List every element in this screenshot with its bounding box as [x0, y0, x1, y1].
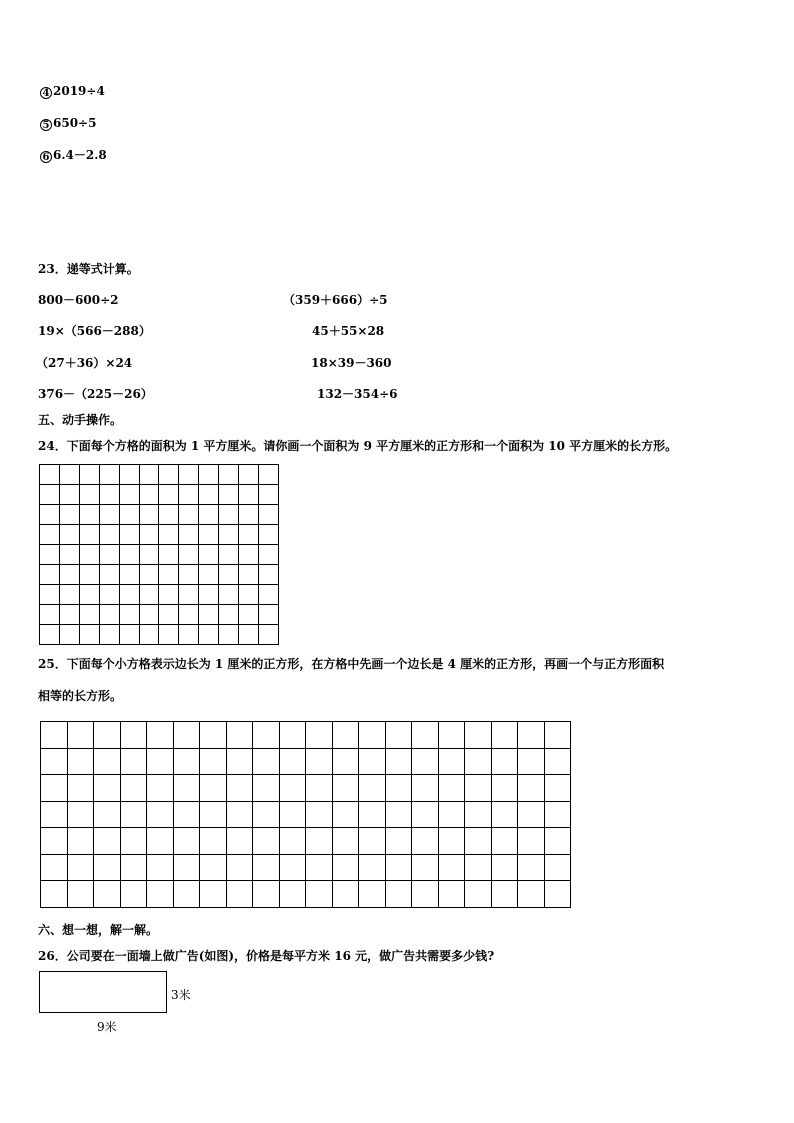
grid-cell[interactable]: [239, 565, 259, 585]
grid-row: [40, 565, 279, 585]
grid-cell[interactable]: [119, 545, 139, 565]
grid-cell[interactable]: [120, 881, 147, 908]
grid-cell[interactable]: [200, 854, 227, 881]
grid-cell[interactable]: [159, 465, 179, 485]
section-6-heading: 六、想一想，解一解。: [38, 923, 159, 937]
grid-cell[interactable]: [306, 748, 333, 775]
grid-cell[interactable]: [544, 775, 571, 802]
grid-cell[interactable]: [239, 605, 259, 625]
billboard-height-label: 3米: [171, 988, 191, 1002]
grid-cell[interactable]: [147, 775, 174, 802]
grid-cell[interactable]: [306, 801, 333, 828]
grid-cell[interactable]: [59, 485, 79, 505]
grid-cell[interactable]: [40, 625, 60, 645]
grid-cell[interactable]: [99, 585, 119, 605]
grid-cell[interactable]: [226, 854, 253, 881]
grid-cell[interactable]: [41, 828, 68, 855]
grid-cell[interactable]: [119, 585, 139, 605]
grid-cell[interactable]: [200, 775, 227, 802]
grid-cell[interactable]: [239, 625, 259, 645]
grid-cell[interactable]: [159, 605, 179, 625]
q26-text: 26．公司要在一面墙上做广告(如图)，价格是每平方米 16 元，做广告共需要多少钱?: [38, 949, 495, 963]
grid-cell[interactable]: [173, 801, 200, 828]
grid-cell[interactable]: [94, 748, 121, 775]
grid-cell[interactable]: [199, 625, 219, 645]
circled-number-5: 5: [40, 119, 52, 131]
grid-cell[interactable]: [279, 775, 306, 802]
grid-cell[interactable]: [279, 748, 306, 775]
grid-cell[interactable]: [120, 854, 147, 881]
grid-cell[interactable]: [258, 565, 278, 585]
grid-cell[interactable]: [219, 585, 239, 605]
grid-cell[interactable]: [59, 605, 79, 625]
grid-cell[interactable]: [179, 485, 199, 505]
grid-cell[interactable]: [465, 854, 492, 881]
grid-cell[interactable]: [385, 722, 412, 749]
grid-cell[interactable]: [332, 854, 359, 881]
grid-cell[interactable]: [332, 881, 359, 908]
grid-cell[interactable]: [120, 748, 147, 775]
grid-row: [40, 545, 279, 565]
grid-cell[interactable]: [40, 605, 60, 625]
calc-item-4: [40, 83, 105, 99]
grid-cell[interactable]: [219, 505, 239, 525]
q25-text-line-2: 相等的长方形。: [38, 689, 123, 703]
grid-cell[interactable]: [518, 722, 545, 749]
grid-cell[interactable]: [258, 465, 278, 485]
grid-row: [41, 801, 571, 828]
grid-cell[interactable]: [41, 854, 68, 881]
grid-cell[interactable]: [544, 881, 571, 908]
grid-cell[interactable]: [199, 485, 219, 505]
grid-cell[interactable]: [279, 854, 306, 881]
grid-cell[interactable]: [438, 881, 465, 908]
grid-cell[interactable]: [147, 828, 174, 855]
grid-cell[interactable]: [79, 565, 99, 585]
grid-cell[interactable]: [306, 722, 333, 749]
grid-cell[interactable]: [200, 748, 227, 775]
q23-expr-4: 45＋55×28: [312, 324, 385, 338]
grid-cell[interactable]: [491, 828, 518, 855]
grid-cell[interactable]: [40, 545, 60, 565]
grid-cell[interactable]: [385, 881, 412, 908]
q23-expr-2: （359＋666）÷5: [283, 293, 388, 307]
grid-cell[interactable]: [412, 801, 439, 828]
q24-square-grid[interactable]: [39, 464, 279, 645]
grid-cell[interactable]: [59, 505, 79, 525]
grid-cell[interactable]: [99, 625, 119, 645]
grid-cell[interactable]: [544, 828, 571, 855]
grid-cell[interactable]: [465, 828, 492, 855]
grid-cell[interactable]: [306, 854, 333, 881]
grid-cell[interactable]: [359, 801, 386, 828]
q23-expr-8: 132－354÷6: [317, 387, 398, 401]
grid-row: [41, 854, 571, 881]
grid-cell[interactable]: [40, 585, 60, 605]
grid-cell[interactable]: [253, 775, 280, 802]
grid-cell[interactable]: [491, 722, 518, 749]
grid-cell[interactable]: [199, 565, 219, 585]
grid-cell[interactable]: [226, 722, 253, 749]
grid-cell[interactable]: [40, 505, 60, 525]
grid-cell[interactable]: [385, 801, 412, 828]
grid-cell[interactable]: [147, 854, 174, 881]
grid-cell[interactable]: [67, 854, 94, 881]
grid-cell[interactable]: [139, 465, 159, 485]
grid-cell[interactable]: [79, 605, 99, 625]
grid-cell[interactable]: [253, 801, 280, 828]
grid-cell[interactable]: [544, 854, 571, 881]
grid-cell[interactable]: [465, 722, 492, 749]
grid-cell[interactable]: [332, 828, 359, 855]
grid-cell[interactable]: [67, 801, 94, 828]
grid-cell[interactable]: [159, 545, 179, 565]
grid-row: [40, 625, 279, 645]
grid-cell[interactable]: [40, 485, 60, 505]
grid-cell[interactable]: [518, 775, 545, 802]
grid-row: [40, 605, 279, 625]
grid-cell[interactable]: [119, 505, 139, 525]
grid-cell[interactable]: [306, 828, 333, 855]
grid-cell[interactable]: [200, 881, 227, 908]
grid-row: [41, 722, 571, 749]
grid-cell[interactable]: [491, 801, 518, 828]
grid-cell[interactable]: [491, 881, 518, 908]
grid-cell[interactable]: [119, 525, 139, 545]
circled-number-4: 4: [40, 87, 52, 99]
q23-expr-6: 18×39－360: [311, 356, 392, 370]
grid-cell[interactable]: [332, 801, 359, 828]
grid-cell[interactable]: [173, 854, 200, 881]
q23-expr-5: （27＋36）×24: [36, 356, 133, 370]
grid-cell[interactable]: [438, 828, 465, 855]
grid-cell[interactable]: [412, 722, 439, 749]
grid-cell[interactable]: [99, 565, 119, 585]
grid-cell[interactable]: [332, 722, 359, 749]
grid-cell[interactable]: [41, 775, 68, 802]
grid-cell[interactable]: [385, 828, 412, 855]
calc-item-5-text: 650÷5: [53, 116, 97, 130]
grid-cell[interactable]: [139, 625, 159, 645]
grid-row: [40, 485, 279, 505]
grid-cell[interactable]: [67, 828, 94, 855]
grid-cell[interactable]: [41, 881, 68, 908]
grid-cell[interactable]: [139, 585, 159, 605]
grid-cell[interactable]: [119, 465, 139, 485]
grid-cell[interactable]: [179, 585, 199, 605]
grid-cell[interactable]: [219, 465, 239, 485]
grid-cell[interactable]: [279, 801, 306, 828]
grid-cell[interactable]: [99, 465, 119, 485]
grid-cell[interactable]: [279, 722, 306, 749]
grid-cell[interactable]: [359, 881, 386, 908]
grid-row: [40, 465, 279, 485]
grid-cell[interactable]: [226, 775, 253, 802]
grid-cell[interactable]: [200, 801, 227, 828]
grid-cell[interactable]: [59, 625, 79, 645]
grid-cell[interactable]: [59, 525, 79, 545]
grid-cell[interactable]: [147, 801, 174, 828]
grid-cell[interactable]: [332, 775, 359, 802]
grid-cell[interactable]: [120, 801, 147, 828]
grid-cell[interactable]: [159, 485, 179, 505]
grid-cell[interactable]: [147, 748, 174, 775]
grid-cell[interactable]: [239, 465, 259, 485]
grid-cell[interactable]: [119, 565, 139, 585]
grid-cell[interactable]: [79, 485, 99, 505]
grid-cell[interactable]: [173, 881, 200, 908]
grid-cell[interactable]: [239, 585, 259, 605]
grid-cell[interactable]: [99, 485, 119, 505]
grid-cell[interactable]: [59, 585, 79, 605]
grid-cell[interactable]: [258, 605, 278, 625]
grid-cell[interactable]: [41, 748, 68, 775]
grid-cell[interactable]: [491, 854, 518, 881]
grid-cell[interactable]: [139, 485, 159, 505]
grid-cell[interactable]: [120, 722, 147, 749]
grid-cell[interactable]: [219, 545, 239, 565]
grid-cell[interactable]: [253, 748, 280, 775]
q25-square-grid[interactable]: [40, 721, 571, 908]
grid-cell[interactable]: [179, 605, 199, 625]
calc-item-6-text: 6.4－2.8: [53, 148, 107, 162]
grid-cell[interactable]: [412, 854, 439, 881]
grid-cell[interactable]: [359, 775, 386, 802]
grid-cell[interactable]: [79, 545, 99, 565]
grid-cell[interactable]: [199, 605, 219, 625]
grid-cell[interactable]: [179, 505, 199, 525]
grid-cell[interactable]: [253, 722, 280, 749]
grid-cell[interactable]: [279, 828, 306, 855]
grid-row: [41, 748, 571, 775]
grid-cell[interactable]: [359, 722, 386, 749]
grid-row: [40, 525, 279, 545]
grid-cell[interactable]: [120, 828, 147, 855]
grid-cell[interactable]: [173, 722, 200, 749]
grid-cell[interactable]: [173, 828, 200, 855]
grid-cell[interactable]: [79, 625, 99, 645]
grid-cell[interactable]: [544, 748, 571, 775]
grid-cell[interactable]: [159, 505, 179, 525]
billboard-width-label: 9米: [97, 1020, 117, 1034]
grid-row: [41, 828, 571, 855]
grid-cell[interactable]: [79, 465, 99, 485]
grid-cell[interactable]: [239, 525, 259, 545]
grid-cell[interactable]: [200, 828, 227, 855]
grid-cell[interactable]: [120, 775, 147, 802]
q23-title: 23．递等式计算。: [38, 262, 139, 276]
grid-cell[interactable]: [412, 775, 439, 802]
grid-cell[interactable]: [518, 854, 545, 881]
grid-cell[interactable]: [139, 505, 159, 525]
grid-cell[interactable]: [199, 545, 219, 565]
grid-cell[interactable]: [258, 485, 278, 505]
grid-cell[interactable]: [258, 545, 278, 565]
grid-cell[interactable]: [67, 722, 94, 749]
q23-expr-3: 19×（566－288）: [38, 324, 151, 338]
grid-cell[interactable]: [385, 748, 412, 775]
grid-cell[interactable]: [41, 801, 68, 828]
grid-cell[interactable]: [94, 828, 121, 855]
q23-expr-1: 800－600÷2: [38, 293, 119, 307]
grid-cell[interactable]: [226, 881, 253, 908]
grid-cell[interactable]: [412, 748, 439, 775]
grid-cell[interactable]: [94, 854, 121, 881]
grid-cell[interactable]: [119, 605, 139, 625]
calc-item-4-text: 2019÷4: [53, 84, 105, 98]
grid-cell[interactable]: [239, 485, 259, 505]
grid-cell[interactable]: [200, 722, 227, 749]
q24-text: 24．下面每个方格的面积为 1 平方厘米。请你画一个面积为 9 平方厘米的正方形和一个面积为 10 平方厘米的长方形。: [38, 439, 678, 453]
grid-cell[interactable]: [258, 625, 278, 645]
grid-cell[interactable]: [438, 722, 465, 749]
grid-cell[interactable]: [94, 775, 121, 802]
grid-cell[interactable]: [79, 585, 99, 605]
grid-cell[interactable]: [179, 545, 199, 565]
grid-cell[interactable]: [258, 525, 278, 545]
grid-cell[interactable]: [199, 505, 219, 525]
section-5-heading: 五、动手操作。: [38, 413, 123, 427]
grid-cell[interactable]: [465, 801, 492, 828]
grid-cell[interactable]: [226, 748, 253, 775]
grid-cell[interactable]: [59, 465, 79, 485]
grid-cell[interactable]: [306, 881, 333, 908]
grid-cell[interactable]: [279, 881, 306, 908]
grid-cell[interactable]: [59, 565, 79, 585]
grid-cell[interactable]: [94, 801, 121, 828]
grid-cell[interactable]: [147, 722, 174, 749]
grid-cell[interactable]: [253, 854, 280, 881]
grid-cell[interactable]: [219, 485, 239, 505]
grid-cell[interactable]: [219, 605, 239, 625]
grid-cell[interactable]: [139, 565, 159, 585]
grid-cell[interactable]: [544, 722, 571, 749]
grid-cell[interactable]: [239, 505, 259, 525]
grid-cell[interactable]: [79, 525, 99, 545]
grid-row: [40, 505, 279, 525]
grid-cell[interactable]: [491, 775, 518, 802]
grid-cell[interactable]: [253, 881, 280, 908]
grid-cell[interactable]: [199, 585, 219, 605]
grid-cell[interactable]: [226, 828, 253, 855]
grid-cell[interactable]: [219, 565, 239, 585]
grid-cell[interactable]: [199, 465, 219, 485]
grid-cell[interactable]: [544, 801, 571, 828]
grid-cell[interactable]: [438, 801, 465, 828]
grid-cell[interactable]: [179, 465, 199, 485]
grid-cell[interactable]: [226, 801, 253, 828]
grid-cell[interactable]: [253, 828, 280, 855]
grid-cell[interactable]: [173, 775, 200, 802]
grid-cell[interactable]: [518, 881, 545, 908]
grid-cell[interactable]: [67, 748, 94, 775]
grid-cell[interactable]: [179, 565, 199, 585]
grid-cell[interactable]: [179, 525, 199, 545]
grid-cell[interactable]: [219, 525, 239, 545]
grid-cell[interactable]: [465, 748, 492, 775]
grid-cell[interactable]: [119, 625, 139, 645]
grid-cell[interactable]: [119, 485, 139, 505]
grid-cell[interactable]: [139, 605, 159, 625]
grid-cell[interactable]: [518, 801, 545, 828]
grid-cell[interactable]: [159, 625, 179, 645]
grid-cell[interactable]: [159, 565, 179, 585]
grid-cell[interactable]: [518, 828, 545, 855]
grid-cell[interactable]: [465, 881, 492, 908]
grid-cell[interactable]: [99, 525, 119, 545]
grid-cell[interactable]: [258, 505, 278, 525]
grid-cell[interactable]: [438, 748, 465, 775]
grid-cell[interactable]: [385, 775, 412, 802]
grid-cell[interactable]: [99, 505, 119, 525]
grid-cell[interactable]: [465, 775, 492, 802]
grid-cell[interactable]: [385, 854, 412, 881]
grid-cell[interactable]: [94, 881, 121, 908]
grid-cell[interactable]: [147, 881, 174, 908]
grid-cell[interactable]: [359, 854, 386, 881]
q23-expr-7: 376－（225－26）: [38, 387, 153, 401]
billboard-rectangle-figure: [39, 971, 167, 1013]
grid-cell[interactable]: [159, 585, 179, 605]
calc-item-6: [40, 147, 107, 163]
grid-cell[interactable]: [79, 505, 99, 525]
grid-cell[interactable]: [332, 748, 359, 775]
circled-number-6: 6: [40, 151, 52, 163]
grid-cell[interactable]: [99, 545, 119, 565]
grid-cell[interactable]: [199, 525, 219, 545]
grid-cell[interactable]: [67, 881, 94, 908]
grid-cell[interactable]: [173, 748, 200, 775]
grid-cell[interactable]: [40, 565, 60, 585]
grid-row: [41, 775, 571, 802]
grid-cell[interactable]: [99, 605, 119, 625]
q25-text-line-1: 25．下面每个小方格表示边长为 1 厘米的正方形，在方格中先画一个边长是 4 厘米的正方形，再画一个与正方形面积: [38, 657, 665, 671]
grid-cell[interactable]: [94, 722, 121, 749]
grid-cell[interactable]: [41, 722, 68, 749]
grid-cell[interactable]: [239, 545, 259, 565]
grid-row: [41, 881, 571, 908]
grid-cell[interactable]: [59, 545, 79, 565]
grid-cell[interactable]: [179, 625, 199, 645]
grid-cell[interactable]: [219, 625, 239, 645]
grid-cell[interactable]: [139, 545, 159, 565]
grid-cell[interactable]: [139, 525, 159, 545]
grid-cell[interactable]: [40, 525, 60, 545]
grid-cell[interactable]: [491, 748, 518, 775]
grid-row: [40, 585, 279, 605]
grid-cell[interactable]: [359, 748, 386, 775]
grid-cell[interactable]: [306, 775, 333, 802]
calc-item-5: [40, 115, 96, 131]
grid-cell[interactable]: [518, 748, 545, 775]
grid-cell[interactable]: [67, 775, 94, 802]
grid-cell[interactable]: [40, 465, 60, 485]
grid-cell[interactable]: [438, 854, 465, 881]
grid-cell[interactable]: [438, 775, 465, 802]
grid-cell[interactable]: [412, 881, 439, 908]
grid-cell[interactable]: [258, 585, 278, 605]
grid-cell[interactable]: [412, 828, 439, 855]
grid-cell[interactable]: [359, 828, 386, 855]
grid-cell[interactable]: [159, 525, 179, 545]
